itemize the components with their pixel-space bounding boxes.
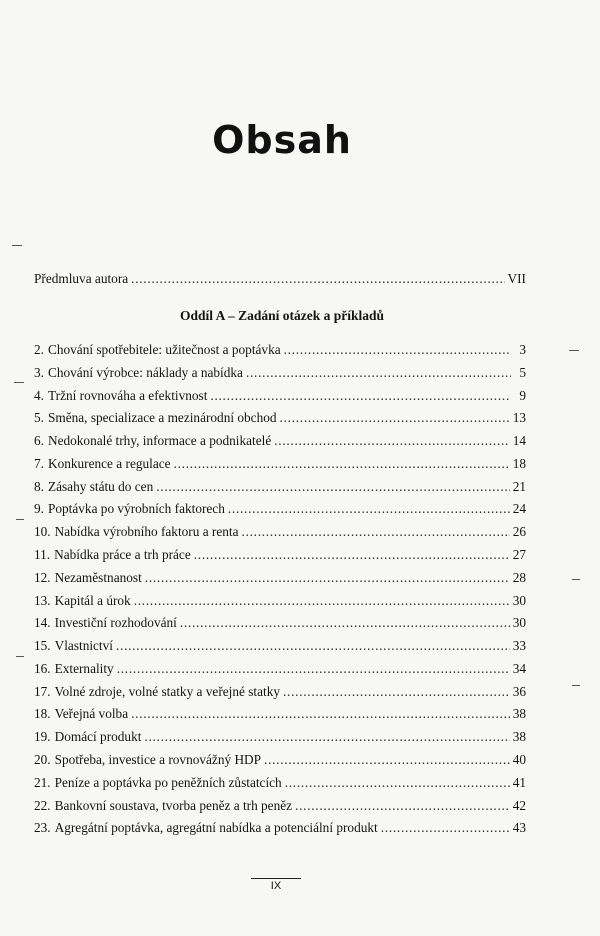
margin-mark — [16, 656, 24, 657]
toc-entry — [34, 729, 526, 745]
toc-entry-page: 18 — [512, 455, 526, 471]
toc-entry-page: 30 — [512, 592, 526, 608]
leader-dots — [283, 684, 510, 700]
toc-entry-text: Kapitál a úrok — [54, 592, 131, 608]
toc-entry-number: 17. — [34, 683, 51, 699]
toc-entry — [34, 593, 526, 609]
toc-entry-page: 41 — [512, 774, 526, 790]
toc-entry-label — [34, 365, 243, 381]
toc-entry-text: Chování výrobce: náklady a nabídka — [47, 364, 243, 380]
toc-entry-number: 11. — [34, 547, 51, 563]
leader-dots — [116, 638, 510, 654]
toc-entry-label — [34, 661, 114, 677]
toc-entry — [34, 570, 526, 586]
toc-entry-text: Nedokonalé trhy, informace a podnikatelé — [47, 433, 272, 449]
toc-entry-text: Nezaměstnanost — [54, 569, 142, 585]
toc-entry-number: 4. — [34, 387, 44, 403]
toc-entry-text: Chování spotřebitele: užitečnost a poptávka — [47, 342, 281, 357]
leader-dots — [174, 456, 510, 472]
toc-entry-label — [34, 547, 191, 563]
toc-entry-page: 38 — [512, 706, 526, 722]
toc-entry-number: 15. — [34, 638, 51, 654]
toc-entry-page: 34 — [512, 660, 526, 676]
toc-entry-page: 21 — [512, 478, 526, 494]
toc-entry-label — [34, 775, 282, 791]
toc-entry-label — [34, 684, 280, 700]
toc-entry — [34, 798, 526, 814]
leader-dots — [156, 479, 509, 495]
margin-mark — [14, 382, 24, 383]
toc-entry-label — [34, 729, 141, 745]
toc-entry-label — [34, 501, 225, 517]
leader-dots — [264, 752, 510, 768]
toc-entry — [34, 752, 526, 768]
toc-entry-text: Externality — [54, 660, 114, 676]
toc-preface-page: VII — [507, 271, 526, 286]
leader-dots — [145, 570, 510, 586]
toc-entry-label — [34, 479, 153, 495]
toc-entry — [34, 820, 526, 836]
toc-entry-page: 42 — [512, 797, 526, 813]
footer-page-number: IX — [270, 880, 282, 892]
footer-rule — [251, 878, 301, 879]
toc-preface — [34, 271, 526, 287]
toc-entry-number: 6. — [34, 433, 44, 449]
toc-entry — [34, 410, 526, 426]
toc-entry-text: Peníze a poptávka po peněžních zůstatcích — [54, 774, 282, 790]
toc-entry-number: 9. — [34, 501, 44, 517]
toc-entry — [34, 433, 526, 449]
toc-entry-number: 5. — [34, 410, 44, 426]
toc-entry-page: 28 — [512, 569, 526, 585]
toc-entry-label — [34, 433, 271, 449]
toc-entry-number: 18. — [34, 706, 51, 722]
toc-entry-page: 26 — [512, 524, 526, 540]
toc-entry-text: Poptávka po výrobních faktorech — [47, 501, 225, 517]
toc-entry-text: Vlastnictví — [54, 638, 113, 654]
toc-entry-label — [34, 342, 281, 358]
toc-entry-number: 16. — [34, 660, 51, 676]
toc-entry-text: Spotřeba, investice a rovnovážný HDP — [54, 752, 262, 768]
toc-entry-label — [34, 798, 292, 814]
toc-entry-number: 21. — [34, 774, 51, 790]
leader-dots — [134, 593, 510, 609]
toc-entry — [34, 479, 526, 495]
margin-mark — [16, 519, 24, 520]
toc-entry-page: 43 — [512, 820, 526, 836]
toc-entry-text: Veřejná volba — [54, 706, 129, 722]
toc-entry — [34, 638, 526, 654]
leader-dots — [117, 661, 510, 677]
toc-entry-page: 27 — [512, 547, 526, 563]
margin-mark — [572, 579, 580, 580]
toc-entry — [34, 456, 526, 472]
toc-entry-number: 7. — [34, 455, 44, 471]
leader-dots — [131, 706, 510, 722]
toc-entry-page: 14 — [512, 433, 526, 449]
toc-entry — [34, 365, 526, 381]
toc-entry-page: 13 — [512, 410, 526, 426]
toc-entry — [34, 342, 526, 358]
toc-entry-page: 5 — [519, 364, 526, 380]
leader-dots — [274, 433, 509, 449]
toc-entry-number: 14. — [34, 615, 51, 631]
toc-entry — [34, 524, 526, 540]
toc-entry-label — [34, 638, 113, 654]
toc-entry-number: 13. — [34, 592, 51, 608]
leader-dots — [280, 410, 510, 426]
toc-entry-text: Domácí produkt — [54, 729, 142, 745]
toc-entry — [34, 684, 526, 700]
leader-dots — [228, 501, 510, 517]
toc-entry-page: 33 — [512, 638, 526, 654]
toc-entry-page: 40 — [512, 752, 526, 768]
toc-entry-label — [34, 615, 177, 631]
toc-entry-page: 30 — [512, 615, 526, 631]
toc-preface-label: Předmluva autora — [34, 271, 129, 286]
toc-entry-label — [34, 410, 277, 426]
toc-entry-page: 9 — [519, 387, 526, 403]
toc-entry-page: 36 — [512, 683, 526, 699]
leader-dots — [242, 524, 510, 540]
leader-dots — [295, 798, 510, 814]
toc-entry-text: Zásahy státu do cen — [47, 478, 154, 494]
margin-mark — [572, 685, 580, 686]
toc-entry-number: 23. — [34, 820, 51, 836]
toc-entry-text: Bankovní soustava, tvorba peněz a trh peněz — [54, 797, 293, 813]
toc-entry-label — [34, 570, 142, 586]
toc-entry-number: 19. — [34, 729, 51, 745]
leader-dots — [144, 729, 509, 745]
toc-entry — [34, 501, 526, 517]
margin-mark — [569, 350, 579, 351]
toc-entry-text: Směna, specializace a mezinárodní obchod — [47, 410, 277, 426]
toc-entry-label — [34, 388, 207, 404]
toc-entry-page: 3 — [519, 342, 526, 357]
toc-entry-number: 12. — [34, 569, 51, 585]
toc-entry-page: 38 — [512, 729, 526, 745]
toc-entry — [34, 615, 526, 631]
toc-entry — [34, 388, 526, 404]
toc-entry — [34, 661, 526, 677]
toc-entry-number: 8. — [34, 478, 44, 494]
leader-dots — [210, 388, 511, 404]
toc-entry-number: 3. — [34, 364, 44, 380]
toc-entry-label — [34, 456, 171, 472]
toc-entry-label — [34, 752, 261, 768]
toc-entry-label — [34, 524, 239, 540]
leader-dots — [246, 365, 511, 381]
toc-entry-label — [34, 593, 131, 609]
margin-mark — [12, 245, 22, 246]
toc-entry — [34, 775, 526, 791]
leader-dots — [131, 271, 504, 287]
toc-entry-number: 10. — [34, 524, 51, 540]
leader-dots — [180, 615, 510, 631]
toc-entry-number: 22. — [34, 797, 51, 813]
toc-entry-page: 24 — [512, 501, 526, 517]
leader-dots — [381, 820, 510, 836]
toc-entry-text: Tržní rovnováha a efektivnost — [47, 387, 208, 403]
toc-entry-text: Nabídka práce a trh práce — [54, 547, 191, 563]
toc-entry-label — [34, 820, 378, 836]
page-title: Obsah — [212, 118, 352, 162]
toc-entry-number: 2. — [34, 342, 44, 357]
toc-entry-text: Volné zdroje, volné statky a veřejné statky — [54, 683, 280, 699]
leader-dots — [284, 342, 511, 358]
toc-entry-text: Investiční rozhodování — [54, 615, 177, 631]
toc-entry-text: Konkurence a regulace — [47, 455, 171, 471]
toc-entry — [34, 547, 526, 563]
leader-dots — [285, 775, 510, 791]
toc-entry — [34, 706, 526, 722]
section-heading: Oddíl A – Zadání otázek a příkladů — [179, 308, 385, 323]
toc-entry-number: 20. — [34, 752, 51, 768]
toc-entry-label — [34, 706, 128, 722]
leader-dots — [194, 547, 510, 563]
toc-entry-text: Nabídka výrobního faktoru a renta — [54, 524, 239, 540]
toc-entry-text: Agregátní poptávka, agregátní nabídka a potenciální produkt — [54, 820, 378, 836]
